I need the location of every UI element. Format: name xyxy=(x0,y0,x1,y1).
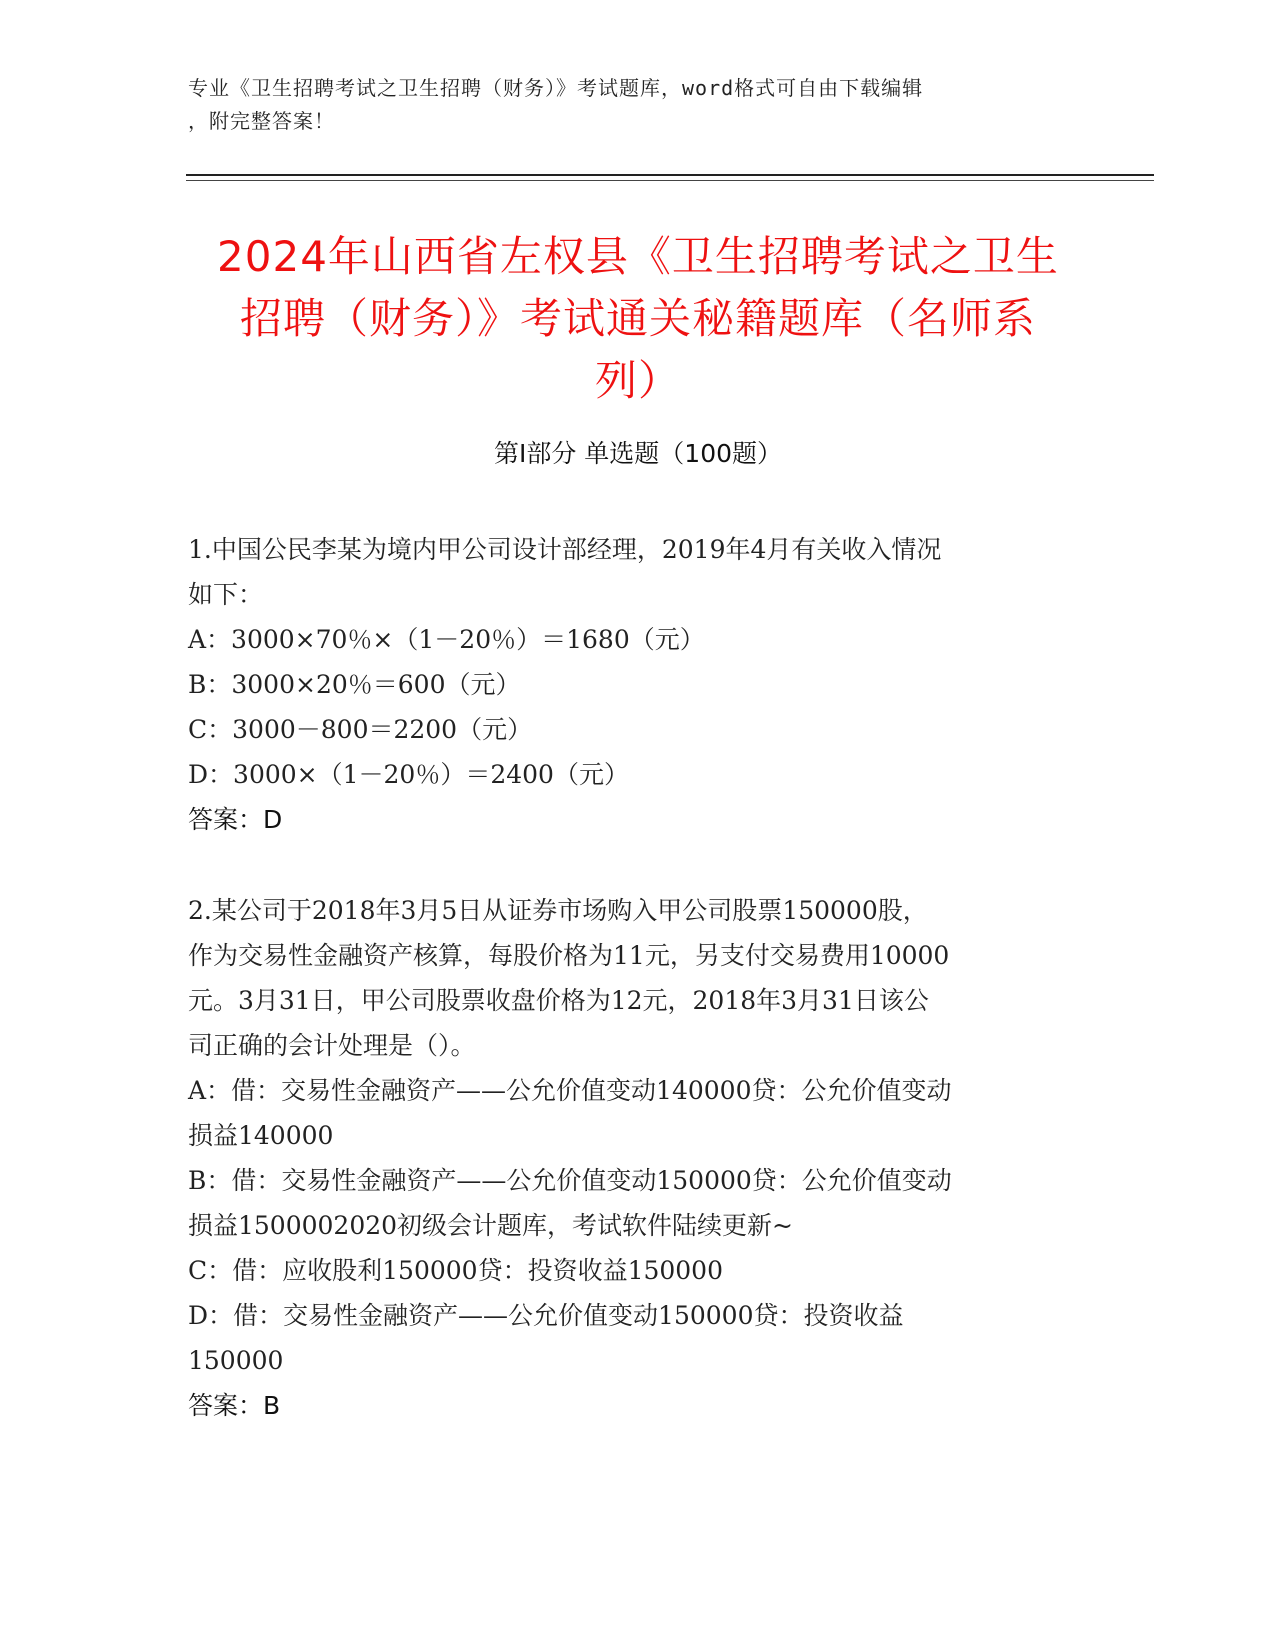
option-d-continued: 150000 xyxy=(188,1346,284,1375)
question-stem-line: 2.某公司于2018年3月5日从证券市场购入甲公司股票150000股， xyxy=(188,896,928,925)
option-b-continued: 损益1500002020初级会计题库，考试软件陆续更新~ xyxy=(188,1211,794,1240)
option-b: B：借：交易性金融资产——公允价值变动150000贷：公允价值变动 xyxy=(188,1166,952,1195)
answer-label: 答案：D xyxy=(188,805,283,834)
option-a-continued: 损益140000 xyxy=(188,1121,334,1150)
option-a: A：3000×70％×（1－20％）＝1680（元） xyxy=(188,625,705,654)
option-a: A：借：交易性金融资产——公允价值变动140000贷：公允价值变动 xyxy=(188,1076,952,1105)
option-d: D：3000×（1－20％）＝2400（元） xyxy=(188,760,629,789)
question-stem-line: 如下： xyxy=(188,580,264,609)
question-stem-line: 司正确的会计处理是（）。 xyxy=(188,1031,476,1060)
header-divider-thick xyxy=(186,174,1154,176)
answer-label: 答案：B xyxy=(188,1391,281,1420)
question-list xyxy=(188,527,1088,1428)
question-stem-line: 元。3月31日，甲公司股票收盘价格为12元，2018年3月31日该公 xyxy=(188,986,929,1015)
header-note-line: ，附完整答案！ xyxy=(188,109,335,133)
header-note xyxy=(188,72,1088,138)
question-stem-line: 1.中国公民李某为境内甲公司设计部经理，2019年4月有关收入情况 xyxy=(188,535,942,564)
document-title xyxy=(188,226,1088,412)
question-1 xyxy=(188,527,1088,842)
question-2 xyxy=(188,888,1088,1428)
header-divider-thin xyxy=(186,180,1154,181)
question-stem-line: 作为交易性金融资产核算，每股价格为11元，另支付交易费用10000 xyxy=(188,941,950,970)
option-c: C：3000－800＝2200（元） xyxy=(188,715,533,744)
option-d: D：借：交易性金融资产——公允价值变动150000贷：投资收益 xyxy=(188,1301,904,1330)
option-c: C：借：应收股利150000贷：投资收益150000 xyxy=(188,1256,723,1285)
title-line: 列） xyxy=(594,356,681,405)
title-line: 招聘（财务）》考试通关秘籍题库（名师系 xyxy=(239,294,1036,343)
section-title: 第Ⅰ部分 单选题（100题） xyxy=(493,439,783,468)
title-line: 2024年山西省左权县《卫生招聘考试之卫生 xyxy=(217,232,1059,281)
header-note-line: 专业《卫生招聘考试之卫生招聘（财务）》考试题库，word格式可自由下载编辑 xyxy=(188,76,924,100)
option-b: B：3000×20％＝600（元） xyxy=(188,670,521,699)
